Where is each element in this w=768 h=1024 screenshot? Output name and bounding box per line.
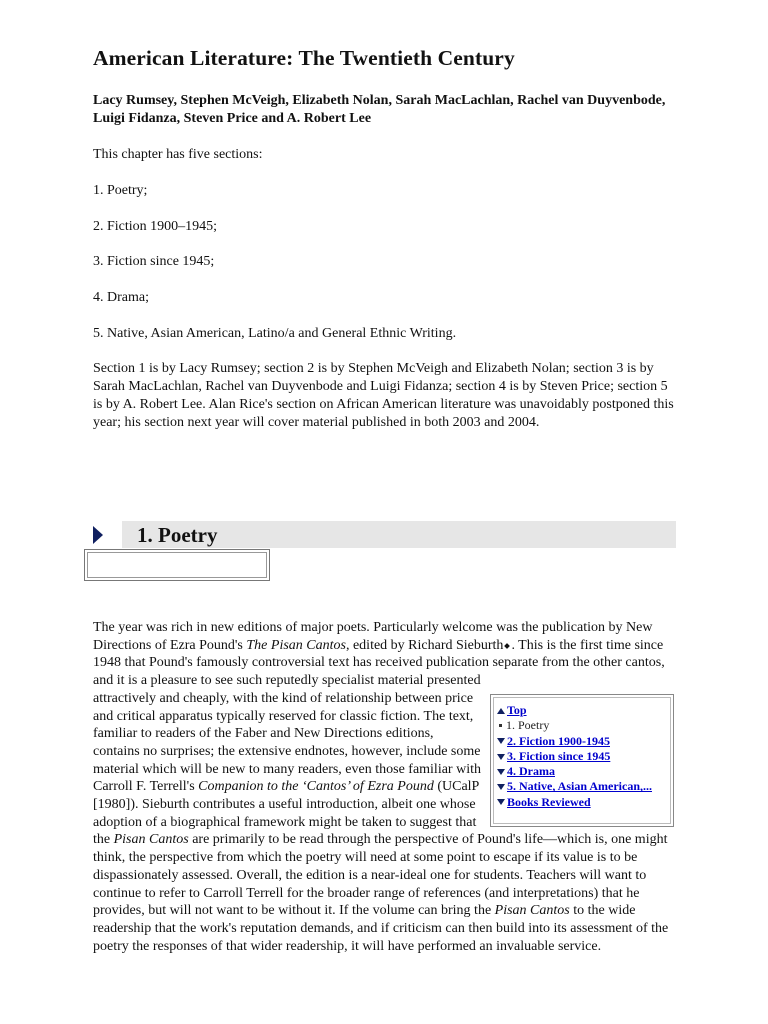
toc-link-books-reviewed[interactable]: Books Reviewed [507, 794, 591, 809]
toc-link-drama[interactable]: 4. Drama [507, 764, 555, 779]
intro-text: This chapter has five sections: [93, 147, 263, 162]
section-list-item: 3. Fiction since 1945; [93, 254, 215, 269]
toc-item-drama[interactable] [491, 764, 673, 779]
toc-link-native[interactable]: 5. Native, Asian American,... [507, 779, 652, 794]
toc-link-top[interactable]: Top [507, 703, 527, 717]
section-arrow-icon [93, 526, 103, 544]
toc-item-fiction-1945[interactable] [491, 749, 673, 764]
empty-frame-box [84, 549, 270, 581]
authors: Lacy Rumsey, Stephen McVeigh, Elizabeth Nolan, Sarah MacLachlan, Rachel van Duyvenbode, Luigi Fidanza, Steven Price and A. Robert Lee [93, 93, 666, 126]
toc-item-top[interactable] [491, 703, 673, 718]
footnote-marker-icon [505, 643, 511, 649]
arrow-down-icon [497, 738, 505, 744]
section-heading-poetry: 1. Poetry [137, 523, 218, 547]
section-list-item: 1. Poetry; [93, 183, 148, 198]
arrow-down-icon [497, 769, 505, 775]
toc-item-books-reviewed[interactable] [491, 795, 673, 810]
toc-item-current [491, 718, 673, 733]
arrow-down-icon [497, 784, 505, 790]
section-credits: Section 1 is by Lacy Rumsey; section 2 is by Stephen McVeigh and Elizabeth Nolan; section 3 is by Sarah MacLachlan, Rachel van Duyvenbode and Luigi Fidanza; section 4 is by Steven Price; section 5 is by A. Robert Lee. Alan Rice's section on African American literature was unavoidably postponed this year; his section next year will cover material published in both 2003 and 2004. [93, 361, 674, 430]
section-list-item: 4. Drama; [93, 290, 149, 305]
toc-item-fiction-1900[interactable] [491, 734, 673, 749]
section-list-item: 2. Fiction 1900–1945; [93, 219, 218, 234]
bullet-icon [499, 724, 502, 727]
section-list-item: 5. Native, Asian American, Latino/a and General Ethnic Writing. [93, 326, 457, 341]
toc-current-section: 1. Poetry [506, 718, 550, 733]
page-title: American Literature: The Twentieth Century [93, 46, 515, 70]
section-navigation-box [490, 694, 674, 827]
toc-item-native[interactable] [491, 779, 673, 794]
toc-link-fiction-1900[interactable]: 2. Fiction 1900-1945 [507, 733, 610, 748]
arrow-down-icon [497, 754, 505, 760]
arrow-down-icon [497, 799, 505, 805]
poetry-body-text: The year was rich in new editions of major poets. Particularly welcome was the publication by New Directions of Ezra Pound's The Pisan Cantos, edited by Richard Sieburth . This is the first time since 1948 that Pound's famously controversial text has received publication separate from the other cantos, and it is a pleasure to see such reputedly specialist material presented attractively and cheaply, with the kind of relationship between price and critical apparatus typically reserved for classic fiction. The text, familiar to readers of the Faber and New Directions editions, contains no surprises; the extensive endnotes, however, include some material which will be new to many readers, even those familiar with Carroll F. Terrell's Companion to the ‘Cantos’ of Ezra Pound (UCalP [1980]). Sieburth contributes a useful introduction, albeit one whose adoption of a biographical framework might be taken to suggest that the Pisan Cantos are primarily to be read through the perspective of Pound's life—which is, one might think, the perspective from which the poetry will need at some point to escape if its value is to be dispassionately assessed. Overall, the edition is a near-ideal one for students. Teachers will want to continue to refer to Carroll Terrell for the broader range of references (and interpretations) that he provides, but will not want to be without it. If the volume can bring the Pisan Cantos to the wide readership that the work's reputation demands, and if criticism can then build into its assessment of the poetry the responses of that wider readership, it will have performed an invaluable service. [93, 620, 669, 954]
arrow-up-icon [497, 708, 505, 714]
toc-link-fiction-1945[interactable]: 3. Fiction since 1945 [507, 748, 611, 763]
